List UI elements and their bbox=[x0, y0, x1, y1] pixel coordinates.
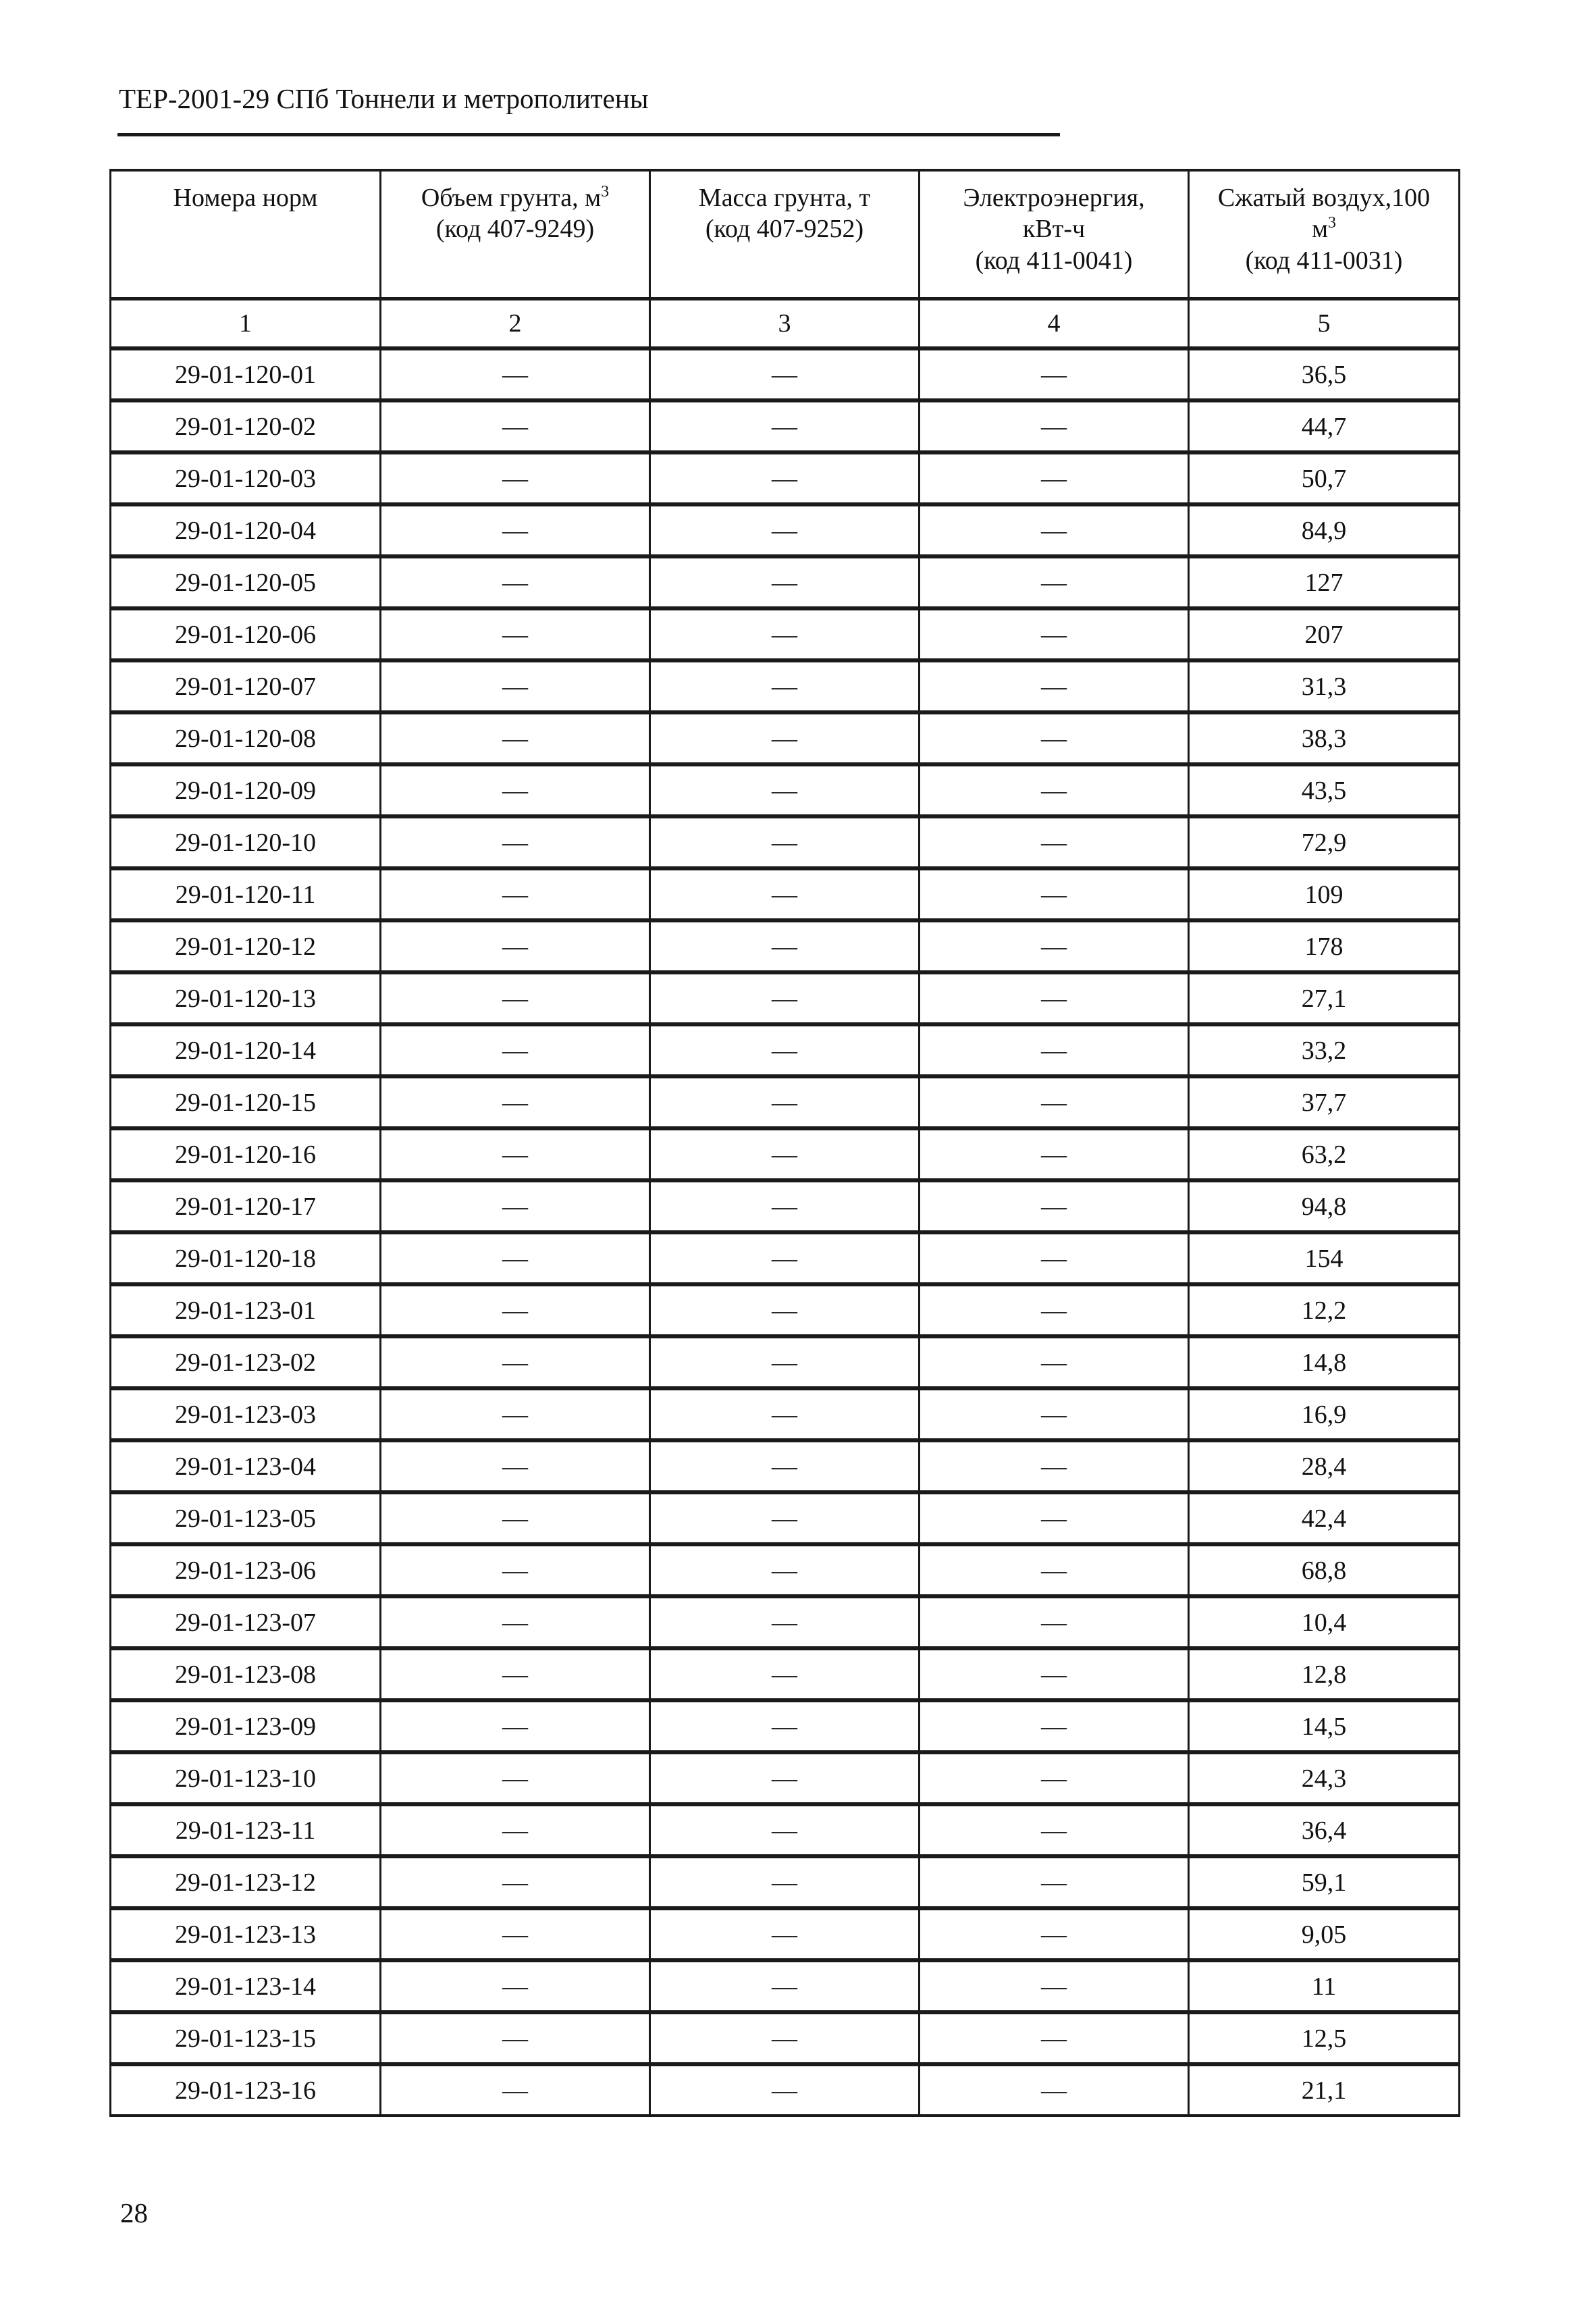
electricity-cell: — bbox=[920, 1024, 1189, 1076]
electricity-cell: — bbox=[920, 1700, 1189, 1752]
compressed-air-cell: 12,8 bbox=[1189, 1648, 1460, 1700]
table-row bbox=[111, 660, 1460, 712]
table-row bbox=[111, 972, 1460, 1024]
column-number: 2 bbox=[381, 299, 650, 349]
soil-mass-cell: — bbox=[650, 1336, 920, 1388]
soil-volume-cell: — bbox=[381, 660, 650, 712]
norm-number-cell: 29-01-120-07 bbox=[111, 660, 381, 712]
header-code: (код 407-9249) bbox=[435, 215, 595, 244]
header-text: Номера норм bbox=[173, 184, 318, 212]
electricity-cell: — bbox=[920, 1076, 1189, 1128]
compressed-air-cell: 94,8 bbox=[1189, 1180, 1460, 1232]
table-row bbox=[111, 1596, 1460, 1648]
compressed-air-cell: 38,3 bbox=[1189, 712, 1460, 764]
soil-volume-cell: — bbox=[381, 1128, 650, 1180]
soil-mass-cell: — bbox=[650, 1232, 920, 1284]
soil-mass-cell: — bbox=[650, 1908, 920, 1960]
header-text: Сжатый воздух,100 bbox=[1217, 184, 1431, 212]
table-row bbox=[111, 1492, 1460, 1544]
table-row bbox=[111, 2064, 1460, 2116]
soil-mass-cell: — bbox=[650, 1492, 920, 1544]
column-numbers-row bbox=[111, 299, 1460, 349]
soil-mass-cell: — bbox=[650, 972, 920, 1024]
compressed-air-cell: 59,1 bbox=[1189, 1856, 1460, 1908]
soil-volume-cell: — bbox=[381, 868, 650, 920]
electricity-cell: — bbox=[920, 868, 1189, 920]
norm-number-cell: 29-01-123-09 bbox=[111, 1700, 381, 1752]
norm-number-cell: 29-01-123-12 bbox=[111, 1856, 381, 1908]
compressed-air-cell: 16,9 bbox=[1189, 1388, 1460, 1440]
compressed-air-cell: 12,2 bbox=[1189, 1284, 1460, 1336]
norm-number-cell: 29-01-123-07 bbox=[111, 1596, 381, 1648]
header-soil-volume bbox=[381, 170, 650, 299]
soil-mass-cell: — bbox=[650, 920, 920, 972]
compressed-air-cell: 27,1 bbox=[1189, 972, 1460, 1024]
compressed-air-cell: 178 bbox=[1189, 920, 1460, 972]
header-unit: кВт-ч bbox=[1022, 215, 1086, 244]
compressed-air-cell: 21,1 bbox=[1189, 2064, 1460, 2116]
soil-volume-cell: — bbox=[381, 1232, 650, 1284]
electricity-cell: — bbox=[920, 764, 1189, 816]
soil-mass-cell: — bbox=[650, 764, 920, 816]
soil-mass-cell: — bbox=[650, 1596, 920, 1648]
table-row bbox=[111, 920, 1460, 972]
table-row bbox=[111, 1076, 1460, 1128]
soil-mass-cell: — bbox=[650, 868, 920, 920]
compressed-air-cell: 33,2 bbox=[1189, 1024, 1460, 1076]
soil-mass-cell: — bbox=[650, 556, 920, 608]
compressed-air-cell: 12,5 bbox=[1189, 2012, 1460, 2064]
soil-volume-cell: — bbox=[381, 1908, 650, 1960]
compressed-air-cell: 14,5 bbox=[1189, 1700, 1460, 1752]
electricity-cell: — bbox=[920, 920, 1189, 972]
soil-volume-cell: — bbox=[381, 556, 650, 608]
soil-volume-cell: — bbox=[381, 1596, 650, 1648]
soil-mass-cell: — bbox=[650, 1076, 920, 1128]
norm-number-cell: 29-01-120-03 bbox=[111, 452, 381, 504]
compressed-air-cell: 50,7 bbox=[1189, 452, 1460, 504]
table-header-row bbox=[111, 170, 1460, 299]
soil-volume-cell: — bbox=[381, 712, 650, 764]
electricity-cell: — bbox=[920, 556, 1189, 608]
norm-number-cell: 29-01-123-11 bbox=[111, 1804, 381, 1856]
norm-number-cell: 29-01-123-04 bbox=[111, 1440, 381, 1492]
table-row bbox=[111, 1180, 1460, 1232]
soil-volume-cell: — bbox=[381, 452, 650, 504]
compressed-air-cell: 63,2 bbox=[1189, 1128, 1460, 1180]
soil-mass-cell: — bbox=[650, 1128, 920, 1180]
norm-number-cell: 29-01-120-02 bbox=[111, 400, 381, 452]
table-row bbox=[111, 1024, 1460, 1076]
table-row bbox=[111, 1908, 1460, 1960]
soil-mass-cell: — bbox=[650, 1440, 920, 1492]
header-rule bbox=[117, 133, 1060, 136]
compressed-air-cell: 72,9 bbox=[1189, 816, 1460, 868]
electricity-cell: — bbox=[920, 1908, 1189, 1960]
compressed-air-cell: 84,9 bbox=[1189, 504, 1460, 556]
document-header-title: ТЕР-2001-29 СПб Тоннели и метрополитены bbox=[119, 83, 649, 114]
electricity-cell: — bbox=[920, 452, 1189, 504]
norm-number-cell: 29-01-123-02 bbox=[111, 1336, 381, 1388]
soil-volume-cell: — bbox=[381, 1024, 650, 1076]
soil-mass-cell: — bbox=[650, 1388, 920, 1440]
electricity-cell: — bbox=[920, 1596, 1189, 1648]
table-row bbox=[111, 1336, 1460, 1388]
compressed-air-cell: 127 bbox=[1189, 556, 1460, 608]
electricity-cell: — bbox=[920, 1960, 1189, 2012]
header-text: Объем грунта, м bbox=[421, 184, 602, 212]
soil-mass-cell: — bbox=[650, 1700, 920, 1752]
electricity-cell: — bbox=[920, 816, 1189, 868]
norm-number-cell: 29-01-120-10 bbox=[111, 816, 381, 868]
header-code: (код 407-9252) bbox=[705, 215, 864, 244]
electricity-cell: — bbox=[920, 1544, 1189, 1596]
compressed-air-cell: 43,5 bbox=[1189, 764, 1460, 816]
soil-mass-cell: — bbox=[650, 348, 920, 400]
soil-volume-cell: — bbox=[381, 972, 650, 1024]
soil-mass-cell: — bbox=[650, 1648, 920, 1700]
header-code: (код 411-0041) bbox=[975, 246, 1133, 275]
electricity-cell: — bbox=[920, 1492, 1189, 1544]
table-row bbox=[111, 504, 1460, 556]
soil-mass-cell: — bbox=[650, 1284, 920, 1336]
norm-number-cell: 29-01-123-01 bbox=[111, 1284, 381, 1336]
header-unit: м bbox=[1311, 215, 1329, 244]
soil-mass-cell: — bbox=[650, 1804, 920, 1856]
table-row bbox=[111, 1388, 1460, 1440]
compressed-air-cell: 24,3 bbox=[1189, 1752, 1460, 1804]
table-row bbox=[111, 2012, 1460, 2064]
norm-number-cell: 29-01-123-06 bbox=[111, 1544, 381, 1596]
soil-volume-cell: — bbox=[381, 1284, 650, 1336]
norm-number-cell: 29-01-120-01 bbox=[111, 348, 381, 400]
electricity-cell: — bbox=[920, 1856, 1189, 1908]
compressed-air-cell: 109 bbox=[1189, 868, 1460, 920]
compressed-air-cell: 42,4 bbox=[1189, 1492, 1460, 1544]
soil-volume-cell: — bbox=[381, 1960, 650, 2012]
electricity-cell: — bbox=[920, 972, 1189, 1024]
column-number: 1 bbox=[111, 299, 381, 349]
compressed-air-cell: 68,8 bbox=[1189, 1544, 1460, 1596]
norm-number-cell: 29-01-123-03 bbox=[111, 1388, 381, 1440]
soil-mass-cell: — bbox=[650, 504, 920, 556]
table-row bbox=[111, 712, 1460, 764]
compressed-air-cell: 14,8 bbox=[1189, 1336, 1460, 1388]
electricity-cell: — bbox=[920, 1232, 1189, 1284]
header-code: (код 411-0031) bbox=[1245, 246, 1403, 275]
soil-volume-cell: — bbox=[381, 1752, 650, 1804]
soil-volume-cell: — bbox=[381, 1804, 650, 1856]
column-number: 5 bbox=[1189, 299, 1460, 349]
table-row bbox=[111, 1284, 1460, 1336]
table-row bbox=[111, 1856, 1460, 1908]
soil-mass-cell: — bbox=[650, 2012, 920, 2064]
header-text: Электроэнергия, bbox=[963, 184, 1145, 212]
norm-number-cell: 29-01-120-04 bbox=[111, 504, 381, 556]
table-row bbox=[111, 400, 1460, 452]
table-row bbox=[111, 1232, 1460, 1284]
table-row bbox=[111, 868, 1460, 920]
norm-number-cell: 29-01-120-18 bbox=[111, 1232, 381, 1284]
electricity-cell: — bbox=[920, 1752, 1189, 1804]
soil-volume-cell: — bbox=[381, 1700, 650, 1752]
electricity-cell: — bbox=[920, 1648, 1189, 1700]
soil-mass-cell: — bbox=[650, 712, 920, 764]
electricity-cell: — bbox=[920, 660, 1189, 712]
soil-mass-cell: — bbox=[650, 1024, 920, 1076]
norm-number-cell: 29-01-120-16 bbox=[111, 1128, 381, 1180]
table-row bbox=[111, 1544, 1460, 1596]
soil-mass-cell: — bbox=[650, 1856, 920, 1908]
compressed-air-cell: 36,4 bbox=[1189, 1804, 1460, 1856]
table-row bbox=[111, 1804, 1460, 1856]
norm-number-cell: 29-01-123-05 bbox=[111, 1492, 381, 1544]
superscript: 3 bbox=[601, 183, 610, 201]
soil-volume-cell: — bbox=[381, 348, 650, 400]
norm-number-cell: 29-01-120-12 bbox=[111, 920, 381, 972]
electricity-cell: — bbox=[920, 1336, 1189, 1388]
table-row bbox=[111, 764, 1460, 816]
soil-volume-cell: — bbox=[381, 2012, 650, 2064]
table-row bbox=[111, 1440, 1460, 1492]
compressed-air-cell: 44,7 bbox=[1189, 400, 1460, 452]
soil-volume-cell: — bbox=[381, 1076, 650, 1128]
table-row bbox=[111, 1700, 1460, 1752]
soil-mass-cell: — bbox=[650, 1180, 920, 1232]
soil-volume-cell: — bbox=[381, 504, 650, 556]
electricity-cell: — bbox=[920, 1284, 1189, 1336]
norm-number-cell: 29-01-120-15 bbox=[111, 1076, 381, 1128]
electricity-cell: — bbox=[920, 1804, 1189, 1856]
compressed-air-cell: 36,5 bbox=[1189, 348, 1460, 400]
soil-mass-cell: — bbox=[650, 1752, 920, 1804]
soil-mass-cell: — bbox=[650, 608, 920, 660]
table-row bbox=[111, 1960, 1460, 2012]
norm-number-cell: 29-01-123-10 bbox=[111, 1752, 381, 1804]
electricity-cell: — bbox=[920, 400, 1189, 452]
norm-number-cell: 29-01-120-11 bbox=[111, 868, 381, 920]
soil-mass-cell: — bbox=[650, 452, 920, 504]
table-row bbox=[111, 452, 1460, 504]
norm-number-cell: 29-01-123-08 bbox=[111, 1648, 381, 1700]
table-row bbox=[111, 608, 1460, 660]
soil-volume-cell: — bbox=[381, 608, 650, 660]
table-row bbox=[111, 1648, 1460, 1700]
table-row bbox=[111, 556, 1460, 608]
table-row bbox=[111, 348, 1460, 400]
norm-number-cell: 29-01-123-15 bbox=[111, 2012, 381, 2064]
header-soil-mass bbox=[650, 170, 920, 299]
norm-number-cell: 29-01-120-06 bbox=[111, 608, 381, 660]
compressed-air-cell: 154 bbox=[1189, 1232, 1460, 1284]
electricity-cell: — bbox=[920, 1388, 1189, 1440]
electricity-cell: — bbox=[920, 2012, 1189, 2064]
compressed-air-cell: 9,05 bbox=[1189, 1908, 1460, 1960]
compressed-air-cell: 10,4 bbox=[1189, 1596, 1460, 1648]
norm-number-cell: 29-01-120-09 bbox=[111, 764, 381, 816]
soil-volume-cell: — bbox=[381, 1648, 650, 1700]
compressed-air-cell: 31,3 bbox=[1189, 660, 1460, 712]
compressed-air-cell: 37,7 bbox=[1189, 1076, 1460, 1128]
electricity-cell: — bbox=[920, 712, 1189, 764]
soil-volume-cell: — bbox=[381, 2064, 650, 2116]
norm-number-cell: 29-01-123-16 bbox=[111, 2064, 381, 2116]
soil-volume-cell: — bbox=[381, 1180, 650, 1232]
soil-volume-cell: — bbox=[381, 1336, 650, 1388]
norms-table bbox=[109, 169, 1460, 2117]
soil-mass-cell: — bbox=[650, 816, 920, 868]
electricity-cell: — bbox=[920, 504, 1189, 556]
column-number: 3 bbox=[650, 299, 920, 349]
compressed-air-cell: 28,4 bbox=[1189, 1440, 1460, 1492]
soil-mass-cell: — bbox=[650, 660, 920, 712]
soil-mass-cell: — bbox=[650, 400, 920, 452]
header-electricity bbox=[920, 170, 1189, 299]
superscript: 3 bbox=[1328, 214, 1337, 232]
header-norm-numbers bbox=[111, 170, 381, 299]
header-compressed-air bbox=[1189, 170, 1460, 299]
header-text: Масса грунта, т bbox=[698, 184, 871, 212]
electricity-cell: — bbox=[920, 608, 1189, 660]
table-row bbox=[111, 1752, 1460, 1804]
electricity-cell: — bbox=[920, 1180, 1189, 1232]
soil-volume-cell: — bbox=[381, 764, 650, 816]
soil-mass-cell: — bbox=[650, 1544, 920, 1596]
soil-volume-cell: — bbox=[381, 400, 650, 452]
table-body bbox=[111, 348, 1460, 2116]
soil-volume-cell: — bbox=[381, 1544, 650, 1596]
compressed-air-cell: 11 bbox=[1189, 1960, 1460, 2012]
norm-number-cell: 29-01-120-05 bbox=[111, 556, 381, 608]
electricity-cell: — bbox=[920, 1440, 1189, 1492]
soil-volume-cell: — bbox=[381, 1492, 650, 1544]
table-row bbox=[111, 816, 1460, 868]
electricity-cell: — bbox=[920, 1128, 1189, 1180]
compressed-air-cell: 207 bbox=[1189, 608, 1460, 660]
electricity-cell: — bbox=[920, 2064, 1189, 2116]
soil-volume-cell: — bbox=[381, 1856, 650, 1908]
soil-mass-cell: — bbox=[650, 2064, 920, 2116]
soil-volume-cell: — bbox=[381, 1388, 650, 1440]
norm-number-cell: 29-01-123-13 bbox=[111, 1908, 381, 1960]
table-row bbox=[111, 1128, 1460, 1180]
electricity-cell: — bbox=[920, 348, 1189, 400]
soil-volume-cell: — bbox=[381, 1440, 650, 1492]
soil-mass-cell: — bbox=[650, 1960, 920, 2012]
page-number: 28 bbox=[120, 2197, 148, 2228]
column-number: 4 bbox=[920, 299, 1189, 349]
norm-number-cell: 29-01-120-13 bbox=[111, 972, 381, 1024]
norm-number-cell: 29-01-120-17 bbox=[111, 1180, 381, 1232]
norm-number-cell: 29-01-123-14 bbox=[111, 1960, 381, 2012]
norm-number-cell: 29-01-120-08 bbox=[111, 712, 381, 764]
norm-number-cell: 29-01-120-14 bbox=[111, 1024, 381, 1076]
soil-volume-cell: — bbox=[381, 816, 650, 868]
soil-volume-cell: — bbox=[381, 920, 650, 972]
